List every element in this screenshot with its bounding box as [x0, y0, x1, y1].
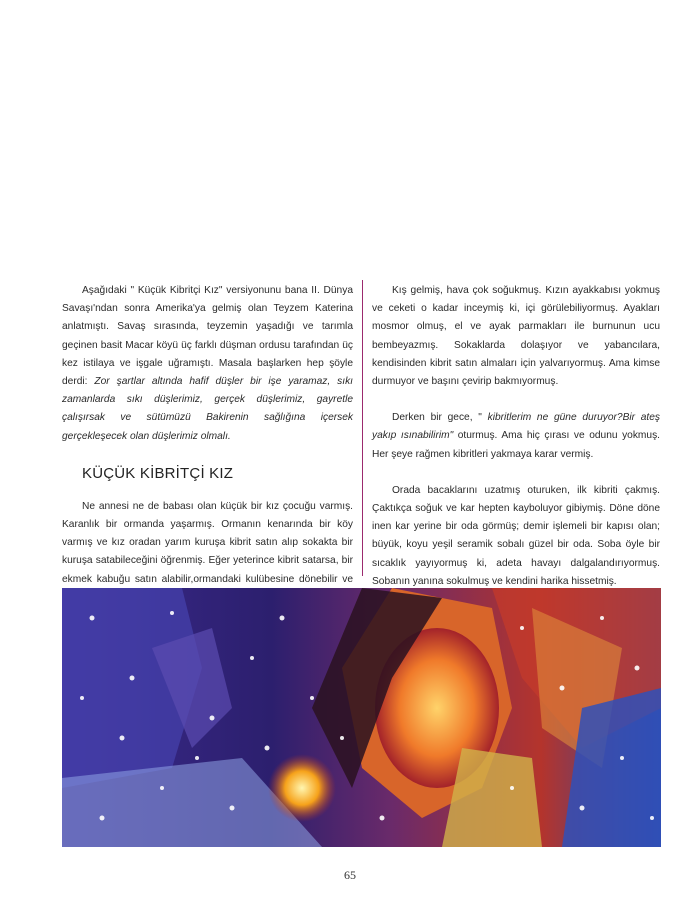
column-divider [362, 280, 363, 576]
story-paragraph-2: Kış gelmiş, hava çok soğukmuş. Kızın ayakkabısı yokmuş ve ceketi o kadar inceymiş ki, içi görülebiliyormuş. Ayakları mosmor olmuş, el ve ayak parmakları ile burnunun ucu bembeyazmış. Sokaklarda dolaşıyor ve yabancılara, kendisinden kibrit satın almaları için yalvarıyormuş. Ama kimse durmuyor ve başını çevirip bakmıyormuş. [372, 285, 660, 388]
story-paragraph-1: Ne annesi ne de babası olan küçük bir kız çocuğu varmış. Karanlık bir ormanda yaşarmış. Ormanın kenarında bir köy varmış ve kız oradan yarım kuruşa kibrit satın alıp sokakta bir kuruşa satabileceğini öğrenmiş. Eğer yeterince kibrit satarsa, bir ekmek kabuğu satın alabilir,ormandaki kulübesine dönebilir ve [62, 500, 353, 585]
story-paragraph-4: Orada bacaklarını uzatmış oturuken, ilk kibriti çakmış. Çaktıkça soğuk ve kar hepten kayboluyor gibiymiş. Döne döne inen kar yerine bir oda görmüş; demir işlemeli bir kapısı olan; büyük, koyu yeşil seramik sobalı güzel bir oda. Soba öyle bir sıcaklık yayıyormuş ki, adeta havayı dalgalandırıyormuş. Sobanın yanına sokulmuş ve kendini harika hissetmiş. [372, 484, 660, 587]
page-number: 65 [344, 868, 356, 882]
right-column [372, 282, 660, 591]
intro-paragraph: Aşağıdaki " Küçük Kibritçi Kız" versiyonunu bana II. Dünya Savaşı'ndan sonra Amerika'ya gelmiş olan Teyzem Katerina anlatmıştı. Savaş sırasında, teyzemin yaşadığı ve tarımla geçinen basit Macar köyü üç farklı düşman ordusu tarafından üç kez istilaya ve işgale uğramıştı. Masala başlarken hep şöyle derdi: Zor şartlar altında hafif düşler bir işe yaramaz, sıkı zamanlarda sıkı düşlerimiz, gerçek düşlerimiz, gayretle çalışırsak ve sütümüzü Bakirenin sağlığına içersek gerçekleşecek olan düşlerimiz olmalı. [62, 285, 353, 442]
match-girl-illustration [62, 588, 661, 847]
story-heading: KÜÇÜK KİBRİTÇİ KIZ [82, 464, 234, 482]
left-column [62, 282, 353, 607]
story-paragraph-3: Derken bir gece, " kibritlerim ne güne duruyor?Bir ateş yakıp ısınabilirim" oturmuş. Ama hiç çırası ve odunu yokmuş. Her şeye rağmen kibritleri yakmaya karar vermiş. [372, 412, 660, 460]
inner-quote: kibritlerim ne güne duruyor?Bir ateş yakıp ısınabilirim" [372, 412, 660, 442]
intro-quote: Zor şartlar altında hafif düşler bir işe yaramaz, sıkı zamanlarda sıkı düşlerimiz, gerçek düşlerimiz, gayretle çalışırsak ve sütümüzü Bakirenin sağlığına içersek gerçekleşecek olan düşlerimiz olmalı. [62, 376, 353, 442]
